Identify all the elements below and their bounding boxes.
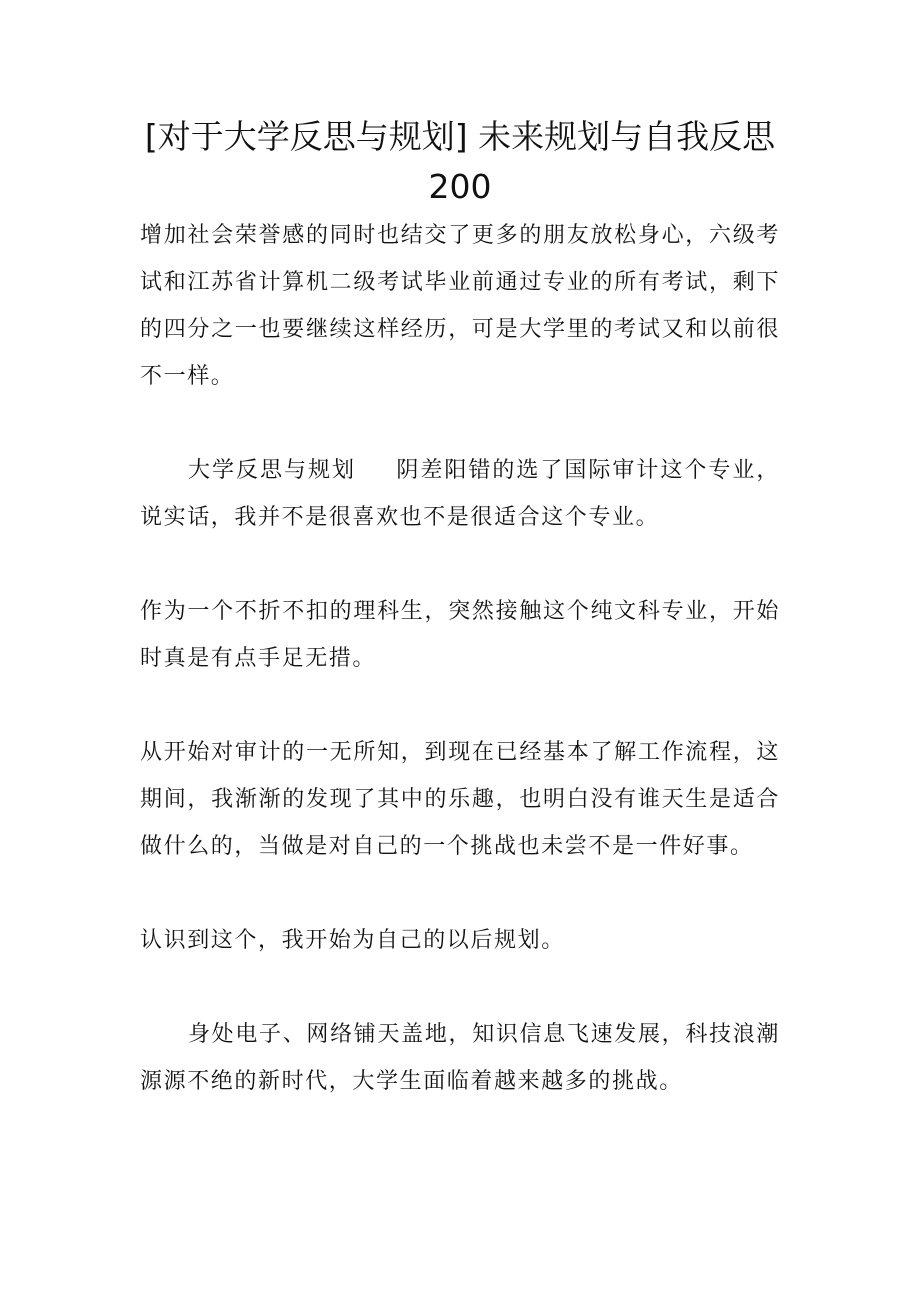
document-body xyxy=(140,212,780,1152)
paragraph-1: 增加社会荣誉感的同时也结交了更多的朋友放松身心，六级考试和江苏省计算机二级考试毕业前通过专业的所有考试，剩下的四分之一也要继续这样经历，可是大学里的考试又和以前很不一样。 xyxy=(140,223,780,389)
paragraph-6: 身处电子、网络铺天盖地，知识信息飞速发展，科技浪潮源源不绝的新时代，大学生面临着越来越多的挑战。 xyxy=(140,1022,780,1094)
paragraph-4: 从开始对审计的一无所知，到现在已经基本了解工作流程，这期间，我渐渐的发现了其中的乐趣，也明白没有谁天生是适合做什么的，当做是对自己的一个挑战也未尝不是一件好事。 xyxy=(140,740,780,859)
document-title: [对于大学反思与规划] 未来规划与自我反思 200 xyxy=(144,117,776,206)
paragraph-5: 认识到这个，我开始为自己的以后规划。 xyxy=(140,928,565,953)
paragraph-2-text: 阴差阳错的选了国际审计这个专业，说实话，我并不是很喜欢也不是很适合这个专业。 xyxy=(140,458,780,530)
paragraph-3: 作为一个不折不扣的理科生，突然接触这个纯文科专业，开始时真是有点手足无措。 xyxy=(140,599,780,671)
paragraph-2-lead: 大学反思与规划 xyxy=(188,458,356,483)
paragraph-2 xyxy=(140,447,780,541)
